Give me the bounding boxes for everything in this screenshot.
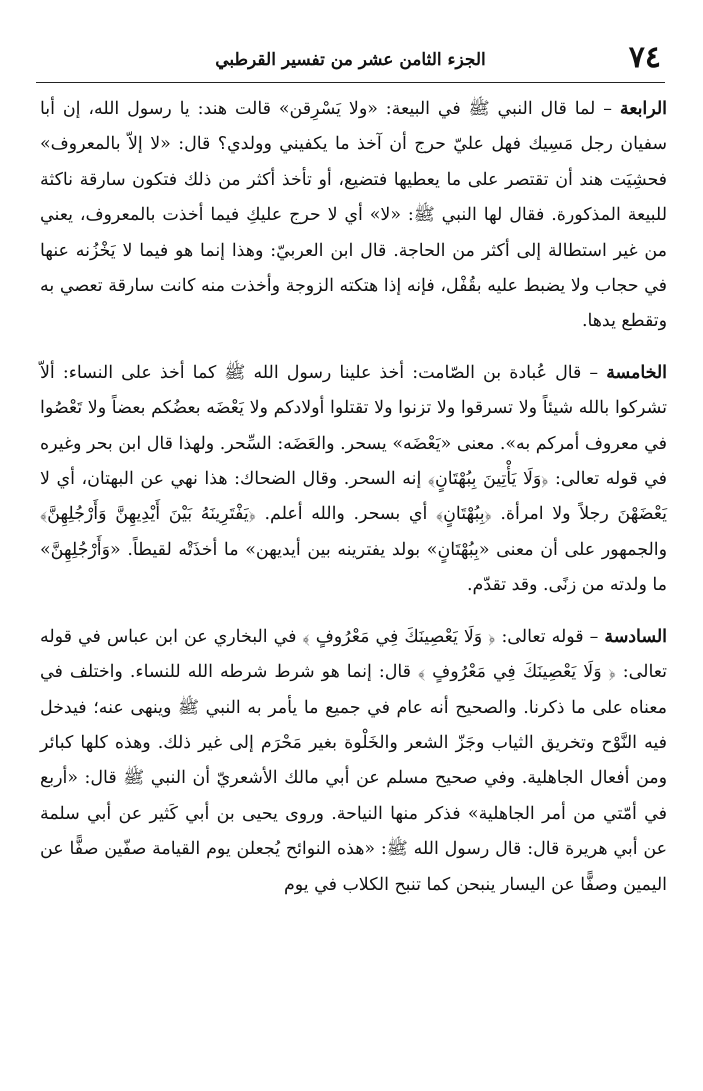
paragraph-text: – قال عُبادة بن الصّامت: أخذ علينا رسول الله ﷺ كما أخذ على النساء: ألاّ تشركوا بالله شيئاً ولا تسرقوا ولا تزنوا ولا تقتلوا أولادكم ولا يَعْضَه بعضُكم بعضاً ولا تَعْصُوا في معروف أمركم به». معنى «يَعْضَه» يسحر. والعَضَه: السِّحر. ولهذا قال ابن بحر وغيره في قوله تعالى: ﴿وَلَا يَأْتِينَ بِبُهْتَانٍ﴾ إنه السحر. وقال الضحاك: هذا نهي عن البهتان، أي لا يَعْضَهْنَ رجلاً ولا امرأة. ﴿بِبُهْتَانٍ﴾ أي بسحر. والله أعلم. ﴿يَفْتَرِينَهُ بَيْنَ أَيْدِيهِنَّ وَأَرْجُلِهِنَّ﴾ والجمهور على أن معنى «بِبُهْتَانٍ» بولد يفترينه بين أيديهن» ما أخذَتْه لقيطاً. «وَأَرْجُلِهِنَّ» ما ولدته من زنًى. وقد تقدّم.	[40, 362, 667, 596]
paragraph-fourth	[40, 92, 667, 340]
paragraph-heading: الرابعة	[619, 99, 667, 119]
body-text	[40, 92, 667, 903]
paragraph-text: – قوله تعالى: ﴿ وَلَا يَعْصِينَكَ فِي مَعْرُوفٍ ﴾ في البخاري عن ابن عباس في قوله تعالى: ﴿ وَلَا يَعْصِينَكَ فِي مَعْرُوفٍ ﴾ قال: إنما هو شرط شرطه الله للنساء. واختلف في معناه على ما ذكرنا. والصحيح أنه عام في جميع ما يأمر به النبي ﷺ وينهى عنه؛ فيدخل فيه النَّوْح وتخريق الثياب وجَزّ الشعر والخَلْوة بغير مَحْرَم إلى غير ذلك. وهذه كلها كبائر ومن أفعال الجاهلية. وفي صحيح مسلم عن أبي مالك الأشعريّ أن النبي ﷺ قال: «أربع في أمّتي من أمر الجاهلية» فذكر منها النياحة. وروى يحيى بن أبي كَثير عن أبي سلمة عن أبي هريرة قال: قال رسول الله ﷺ: «هذه النوائح يُجعلن يوم القيامة صفّين صفًّا عن اليمين وصفًّا عن اليسار ينبحن كما تنبح الكلاب في يوم	[40, 626, 667, 895]
page-header	[36, 38, 665, 83]
paragraph-heading: الخامسة	[606, 362, 667, 383]
paragraph-sixth	[40, 620, 667, 903]
running-title: الجزء الثامن عشر من تفسير القرطبي	[215, 50, 486, 70]
paragraph-fifth	[40, 356, 667, 604]
paragraph-heading: السادسة	[604, 626, 667, 647]
paragraph-text: – لما قال النبي ﷺ في البيعة: «ولا يَسْرِقن» قالت هند: يا رسول الله، إن أبا سفيان رجل مَسِيك فهل عليّ حرج أن آخذ ما يكفيني وولدي؟ قال: «لا إلاّ بالمعروف» فحشِيَت هند أن تقتصر على ما يعطيها فتضيع، أو تأخذ أكثر من ذلك فتكون سارقة ناكثة للبيعة المذكورة. فقال لها النبي ﷺ: «لا» أي لا حرج عليكِ فيما أخذت بالمعروف، يعني من غير استطالة إلى أكثر من الحاجة. قال ابن العربيّ: وهذا إنما هو فيما لا يَخْزُنه عنها في حجاب ولا يضبط عليه بقُفْل، فإنه إذا هتكته الزوجة وأخذت منه كانت سارقة تعصي به وتقطع يدها.	[40, 99, 667, 332]
page-number: ٧٤	[628, 40, 661, 75]
